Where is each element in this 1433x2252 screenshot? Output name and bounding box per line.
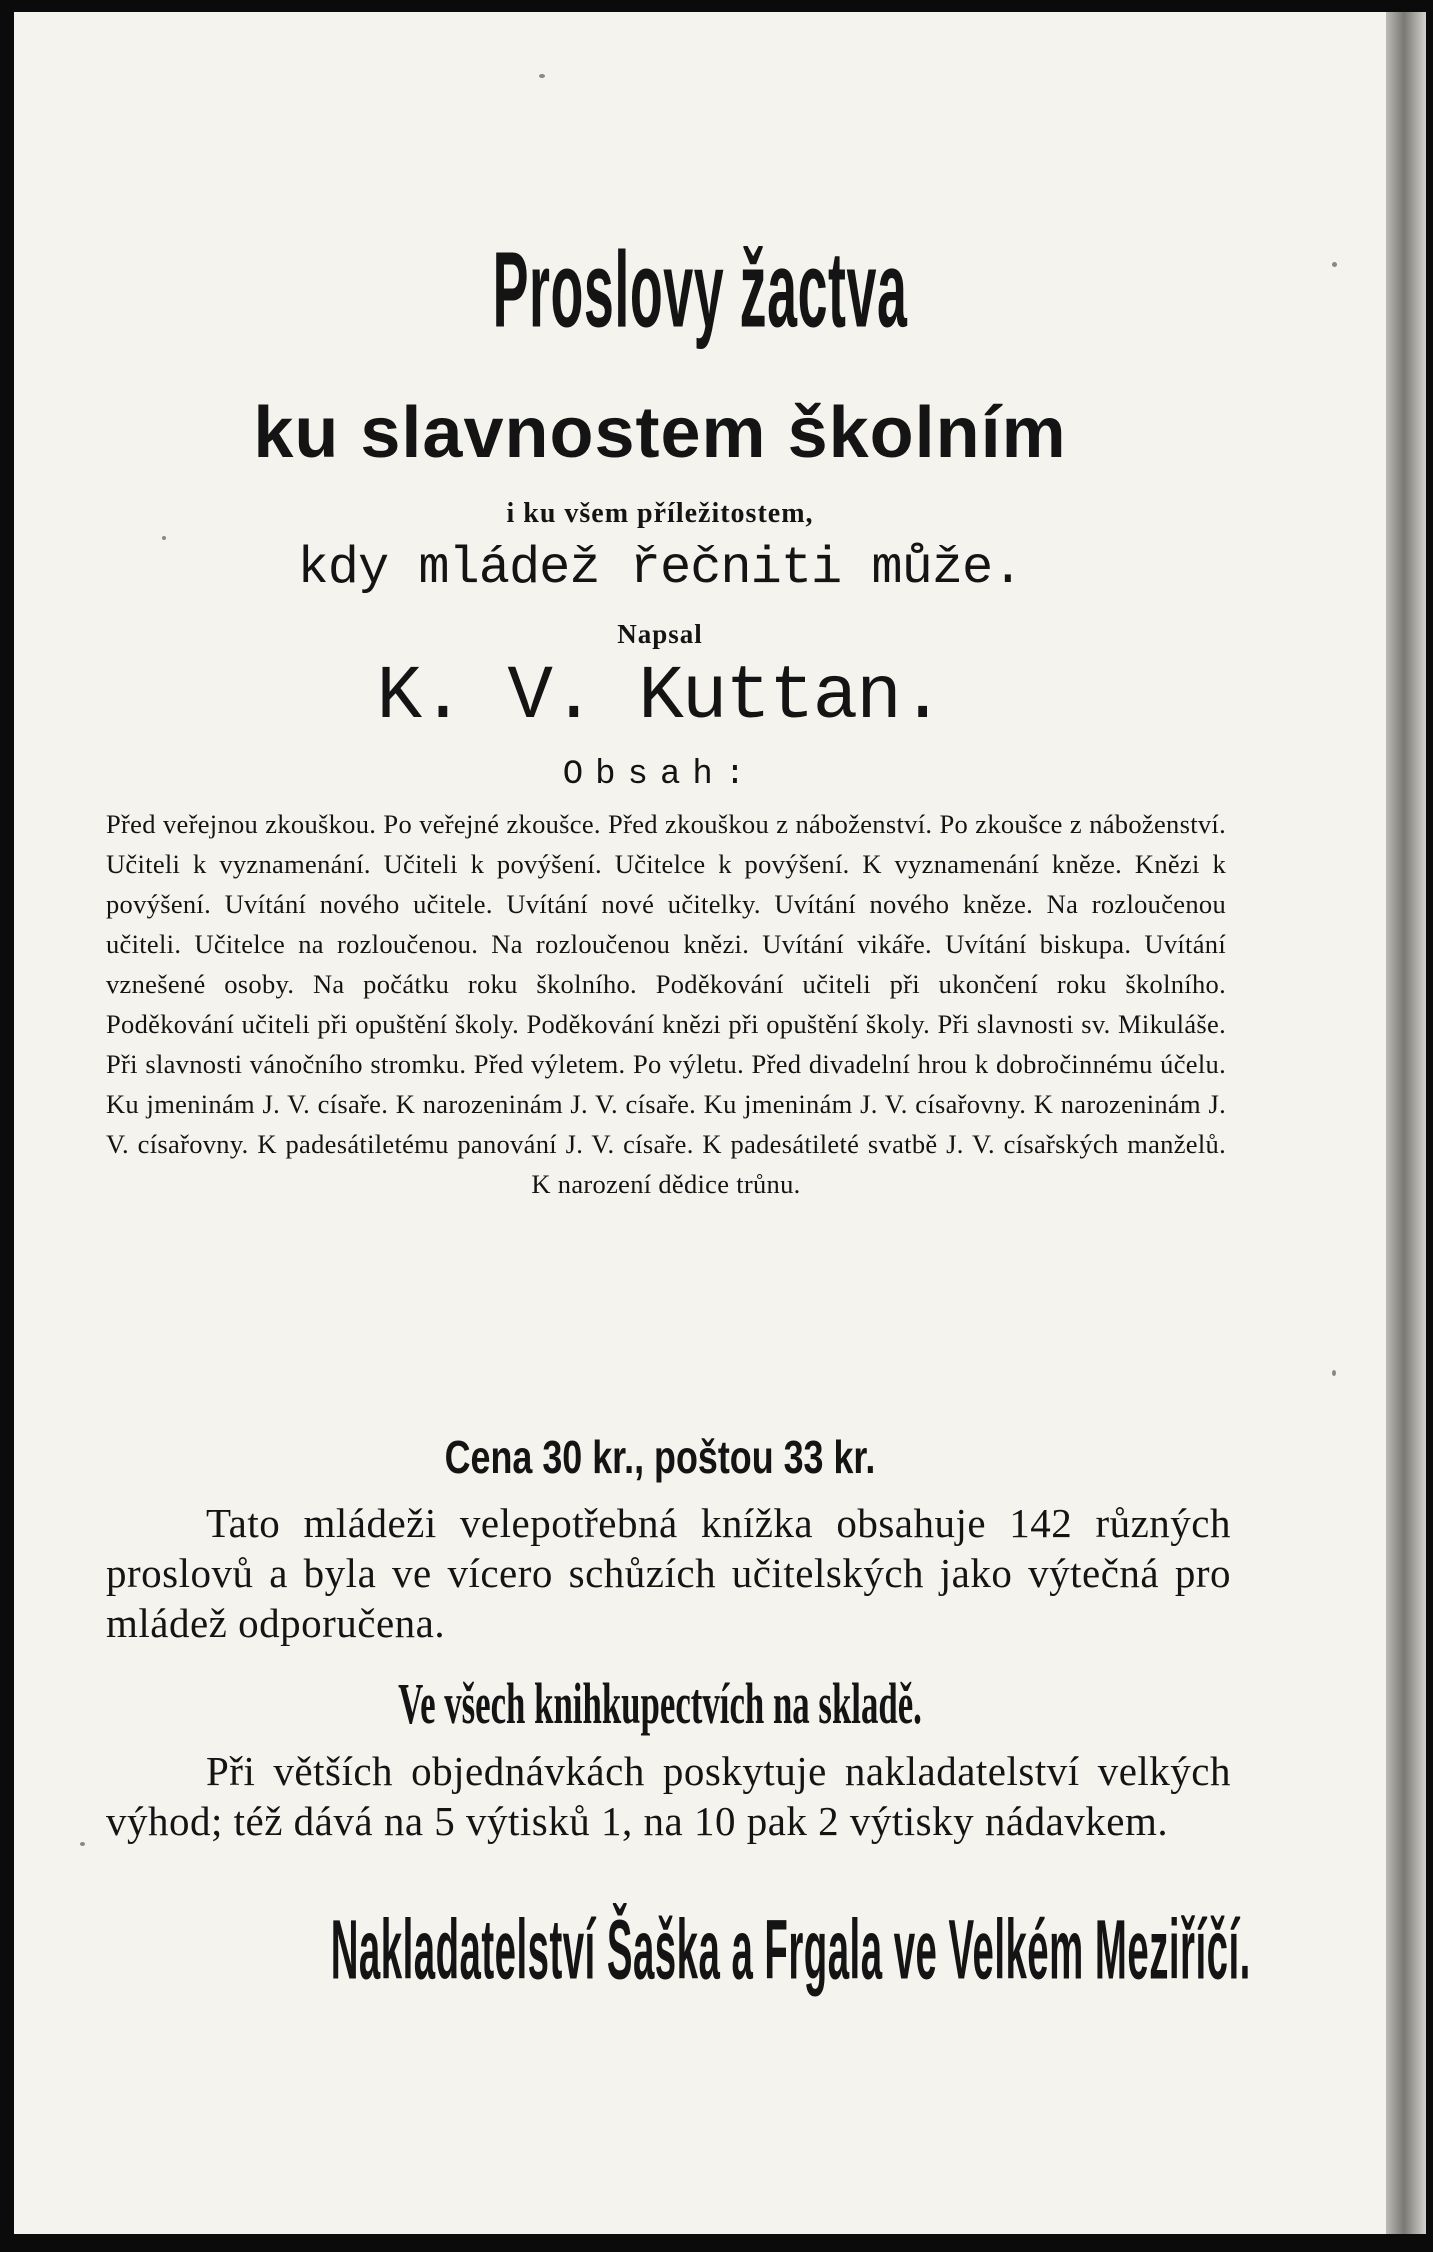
book-subtitle: ku slavnostem školním	[253, 393, 1067, 473]
printed-page	[14, 12, 1386, 2234]
paper-speck	[1332, 1370, 1336, 1376]
contents-heading: Obsah:	[562, 756, 758, 794]
book-title: Proslovy žactva	[492, 230, 908, 351]
page-edge-shadow	[1386, 12, 1426, 2234]
discount-paragraph: Při větších objednávkách poskytuje nakladatelství velkých výhod; též dává na 5 výtisků 1, na 10 pak 2 výtisky nádavkem.	[106, 1748, 1231, 1844]
price-line: Cena 30 kr., poštou 33 kr.	[444, 1431, 876, 1483]
occasions-line: i ku všem příležitostem,	[506, 498, 814, 529]
author-prefix: Napsal	[617, 619, 703, 649]
paper-speck	[162, 536, 166, 540]
paper-speck	[539, 74, 545, 78]
youth-line: kdy mládež řečniti může.	[297, 539, 1023, 598]
publisher-line: Nakladatelství Šaška a Frgala ve Velkém Meziříčí.	[330, 1903, 1251, 1997]
paper-speck	[80, 1842, 85, 1846]
contents-list: Před veřejnou zkouškou. Po veřejné zkoušce. Před zkouškou z náboženství. Po zkoušce z náboženství. Učiteli k vyznamenání. Učiteli k povýšení. Učitelce k povýšení. K vyznamenání kněze. Knězi k povýšení. Uvítání nového učitele. Uvítání nové učitelky. Uvítání nového kněze. Na rozloučenou učiteli. Učitelce na rozloučenou. Na rozloučenou knězi. Uvítání vikáře. Uvítání biskupa. Uvítání vznešené osoby. Na počátku roku školního. Poděkování učiteli při ukončení roku školního. Poděkování učiteli při opuštění školy. Poděkování knězi při opuštění školy. Při slavnosti sv. Mikuláše. Při slavnosti vánočního stromku. Před výletem. Po výletu. Před divadelní hrou k dobročinnému účelu. Ku jmeninám J. V. císaře. K narozeninám J. V. císaře. Ku jmeninám J. V. císařovny. K narozeninám J. V. císařovny. K padesátiletému panování J. V. císaře. K padesátileté svatbě J. V. císařských manželů. K narození dědice trůnu.	[106, 809, 1226, 1199]
author-name: K. V. Kuttan.	[376, 654, 944, 740]
availability-line: Ve všech knihkupectvích na skladě.	[398, 1671, 922, 1736]
paper-speck	[1332, 262, 1337, 267]
description-paragraph: Tato mládeži velepotřebná knížka obsahuje 142 různých proslovů a byla ve vícero schůzích učitelských jako výtečná pro mládež odporučena.	[106, 1500, 1231, 1646]
